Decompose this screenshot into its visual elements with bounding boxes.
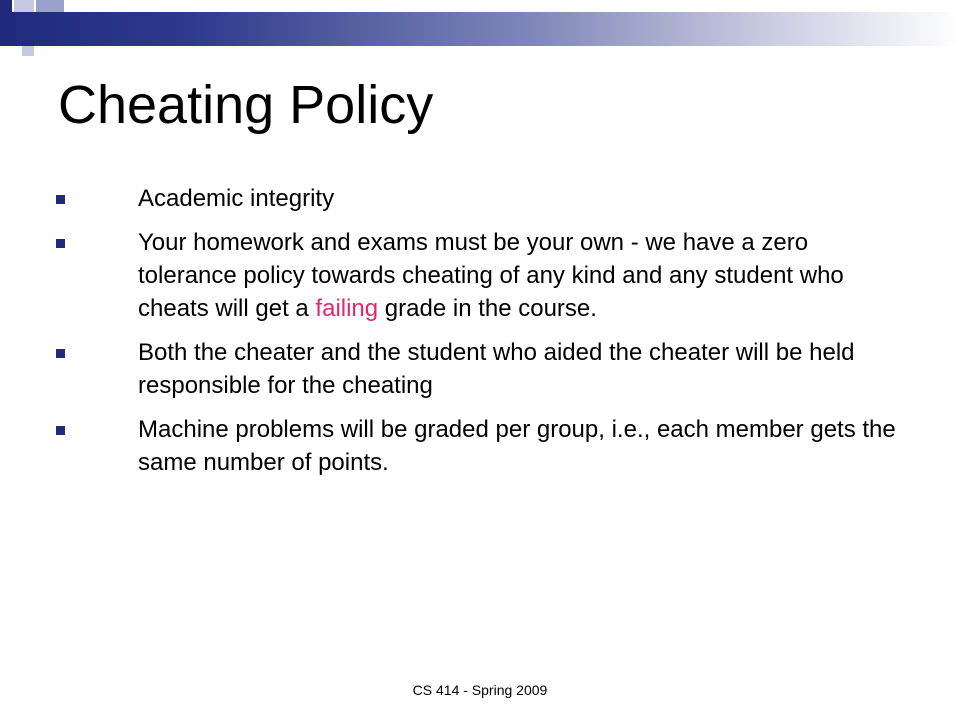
square-bullet-icon (56, 426, 65, 435)
bullet-item (50, 182, 910, 215)
slide-footer: CS 414 - Spring 2009 (412, 682, 548, 698)
bullet-text: Your homework and exams must be your own - we have a zero tolerance policy towards cheating of any kind and any student who cheats will get a (138, 229, 844, 322)
bullet-list (50, 182, 910, 490)
highlighted-word: failing (315, 295, 379, 322)
header-gradient-band (0, 12, 960, 46)
decor-square (0, 0, 12, 12)
square-bullet-icon (56, 349, 65, 358)
bullet-text: grade in the course. (378, 295, 597, 322)
bullet-item (50, 336, 910, 402)
square-bullet-icon (56, 239, 65, 248)
bullet-text: Machine problems will be graded per group, i.e., each member gets the same number of points. (138, 416, 896, 476)
bullet-text: Both the cheater and the student who aided the cheater will be held responsible for the cheating (138, 339, 855, 399)
bullet-item (50, 413, 910, 479)
square-bullet-icon (56, 195, 65, 204)
slide-title: Cheating Policy (58, 75, 434, 135)
bullet-text: Academic integrity (138, 185, 335, 212)
bullet-item (50, 226, 910, 325)
